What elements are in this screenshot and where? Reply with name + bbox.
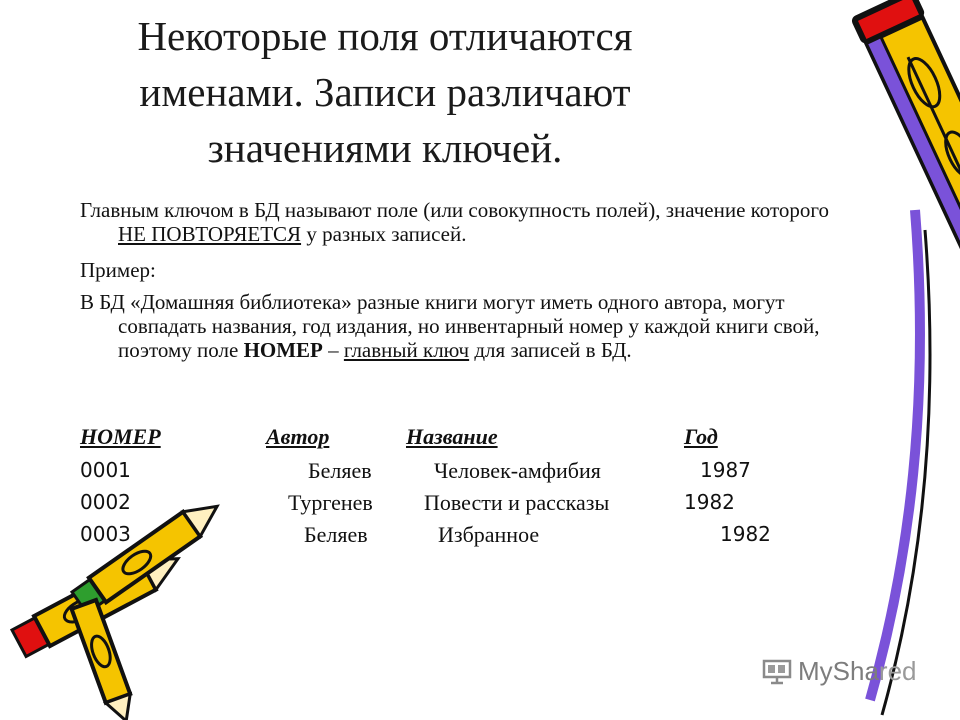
watermark-text: MySha [798,656,879,686]
example-dash: – [322,338,344,362]
pencils-bottom-left-icon [0,570,200,720]
definition-emphasis: НЕ ПОВТОРЯЕТСЯ [118,222,302,246]
presentation-icon [762,659,792,685]
row-author: Беляев [308,458,372,483]
pencil-top-right-icon [760,0,960,720]
primary-key-term: главный ключ [343,338,470,362]
row-year: 1987 [700,458,751,482]
watermark-suffix: red [878,656,917,686]
definition-paragraph [80,198,850,246]
row-title: Человек-амфибия [434,458,601,483]
header-author: Автор [266,424,330,449]
example-text-start: В БД «Домашняя библиотека» разные книги могут иметь одного автора, могут совпадать названия, год издания, но инвентарный номер у каждой книги свой, поэтому поле [80,290,820,362]
field-name: НОМЕР [243,338,323,362]
slide-title: Некоторые поля отличаются именами. Записи различают значениями ключей. [137,13,633,171]
example-text-end: для записей в БД. [469,338,632,362]
definition-text-start: Главным ключом в БД называют поле (или совокупность полей), значение которого [80,198,830,222]
row-year: 1982 [684,490,735,514]
row-number: 0002 [80,490,131,514]
row-author: Тургенев [288,490,373,515]
row-title: Избранное [438,522,540,547]
watermark [762,656,917,687]
row-number: 0003 [80,522,131,546]
row-year: 1982 [720,522,771,546]
row-number: 0001 [80,458,131,482]
row-author: Беляев [304,522,368,547]
definition-text-end: у разных записей. [301,222,467,246]
example-label: Пример: [80,258,156,282]
example-paragraph [80,290,850,362]
header-year: Год [684,424,718,449]
header-number: НОМЕР [80,424,161,449]
row-title: Повести и рассказы [424,490,610,515]
header-title: Название [406,424,498,449]
